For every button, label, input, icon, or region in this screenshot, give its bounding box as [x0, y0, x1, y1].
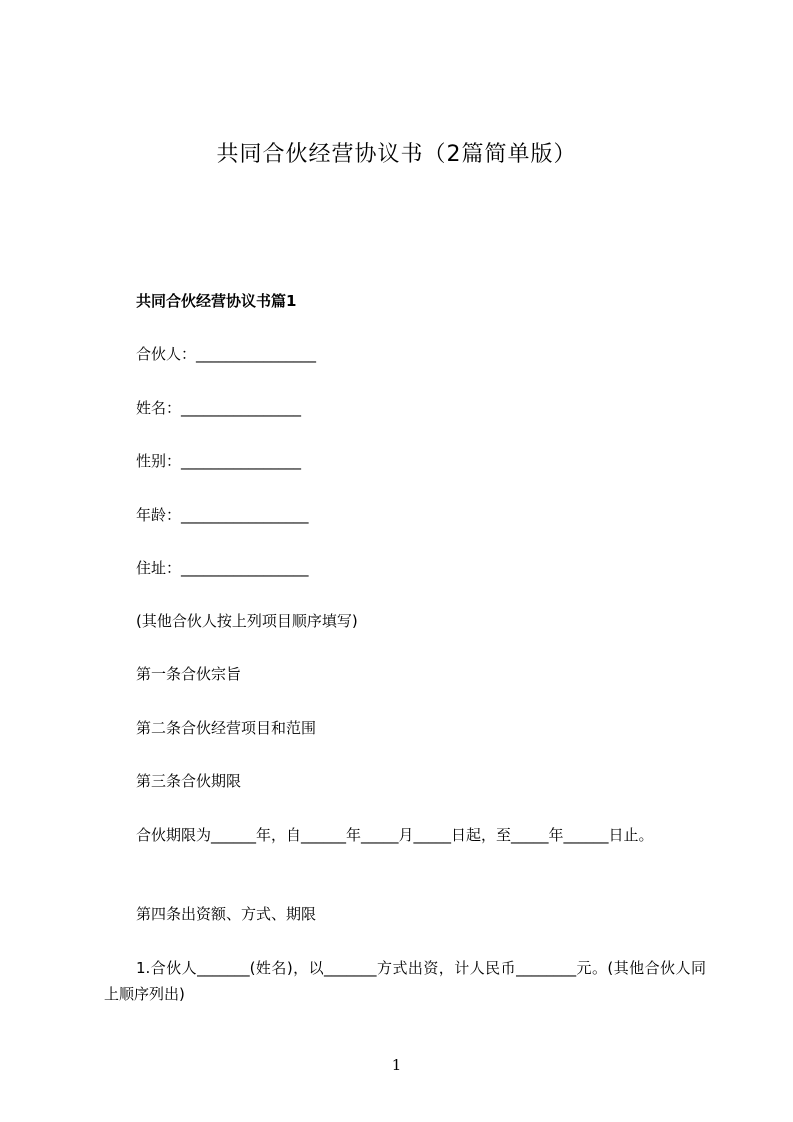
article-2-title: 第二条合伙经营项目和范围	[136, 719, 317, 737]
name-field: 姓名：________________	[136, 399, 302, 417]
article-1-title: 第一条合伙宗旨	[136, 665, 242, 683]
article-3-body: 合伙期限为______年，自______年_____月_____日起，至_____年______日止。	[136, 826, 654, 844]
age-field: 年龄：_________________	[136, 506, 309, 524]
page-number: 1	[391, 1056, 402, 1074]
other-partners-note: (其他合伙人按上列项目顺序填写)	[136, 612, 358, 630]
document-title: 共同合伙经营协议书（2篇简单版）	[216, 142, 577, 167]
article-4-item-1: 1.合伙人_______(姓名)，以_______方式出资，计人民币________元。(其他合伙人同上顺序列出)	[104, 959, 706, 1003]
article-3-title: 第三条合伙期限	[136, 772, 242, 790]
address-field: 住址：_________________	[136, 559, 309, 577]
section-heading: 共同合伙经营协议书篇1	[136, 292, 297, 310]
article-4-title: 第四条出资额、方式、期限	[136, 905, 317, 923]
gender-field: 性别：________________	[136, 452, 302, 470]
partner-field: 合伙人：________________	[136, 345, 317, 363]
